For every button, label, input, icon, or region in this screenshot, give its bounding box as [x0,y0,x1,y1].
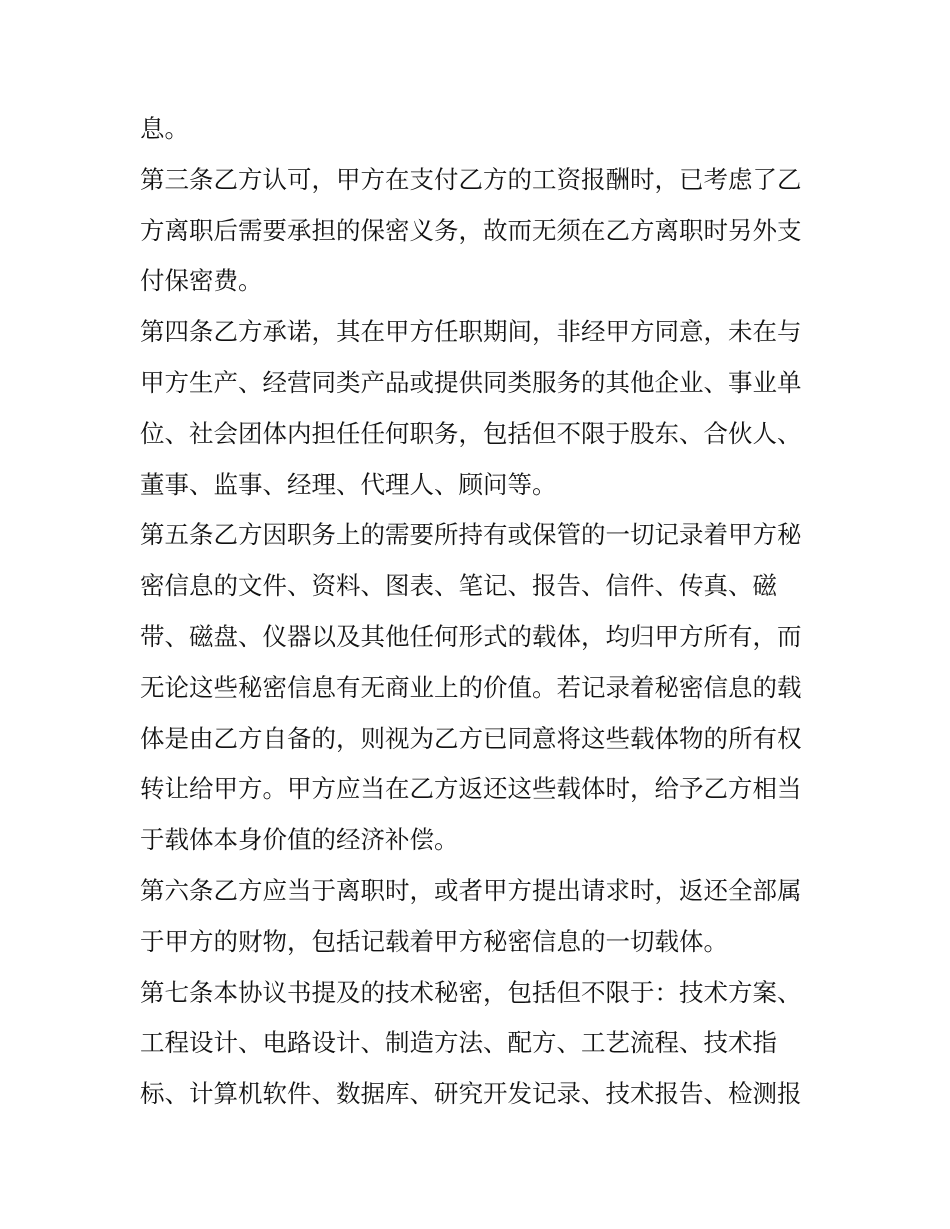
document-body [140,104,820,1120]
text-line: 甲方生产、经营同类产品或提供同类服务的其他企业、事业单 [140,367,802,397]
text-line: 体是由乙方自备的，则视为乙方已同意将这些载体物的所有权 [140,723,802,753]
text-line: 息。 [140,114,189,143]
text-line: 方离职后需要承担的保密义务，故而无须在乙方离职时另外支 [140,215,802,245]
text-line: 于载体本身价值的经济补偿。 [140,825,459,855]
text-line: 付保密费。 [140,266,263,296]
text-line: 第七条本协议书提及的技术秘密，包括但不限于：技术方案、 [140,977,802,1007]
text-line: 位、社会团体内担任任何职务，包括但不限于股东、合伙人、 [140,418,802,448]
text-line: 第五条乙方因职务上的需要所持有或保管的一切记录着甲方秘 [140,520,802,550]
text-line: 第六条乙方应当于离职时，或者甲方提出请求时，返还全部属 [140,875,802,905]
text-line: 密信息的文件、资料、图表、笔记、报告、信件、传真、磁 [140,571,777,601]
text-line: 于甲方的财物，包括记载着甲方秘密信息的一切载体。 [140,926,728,956]
text-line: 带、磁盘、仪器以及其他任何形式的载体，均归甲方所有，而 [140,621,802,651]
text-line: 第四条乙方承诺，其在甲方任职期间，非经甲方同意，未在与 [140,317,802,347]
text-line: 标、计算机软件、数据库、研究开发记录、技术报告、检测报 [140,1079,802,1109]
text-line: 无论这些秘密信息有无商业上的价值。若记录着秘密信息的载 [140,672,802,702]
text-line: 转让给甲方。甲方应当在乙方返还这些载体时，给予乙方相当 [140,774,802,804]
text-line: 董事、监事、经理、代理人、顾问等。 [140,469,557,499]
text-line: 第三条乙方认可，甲方在支付乙方的工资报酬时，已考虑了乙 [140,164,802,194]
text-line: 工程设计、电路设计、制造方法、配方、工艺流程、技术指 [140,1028,777,1058]
